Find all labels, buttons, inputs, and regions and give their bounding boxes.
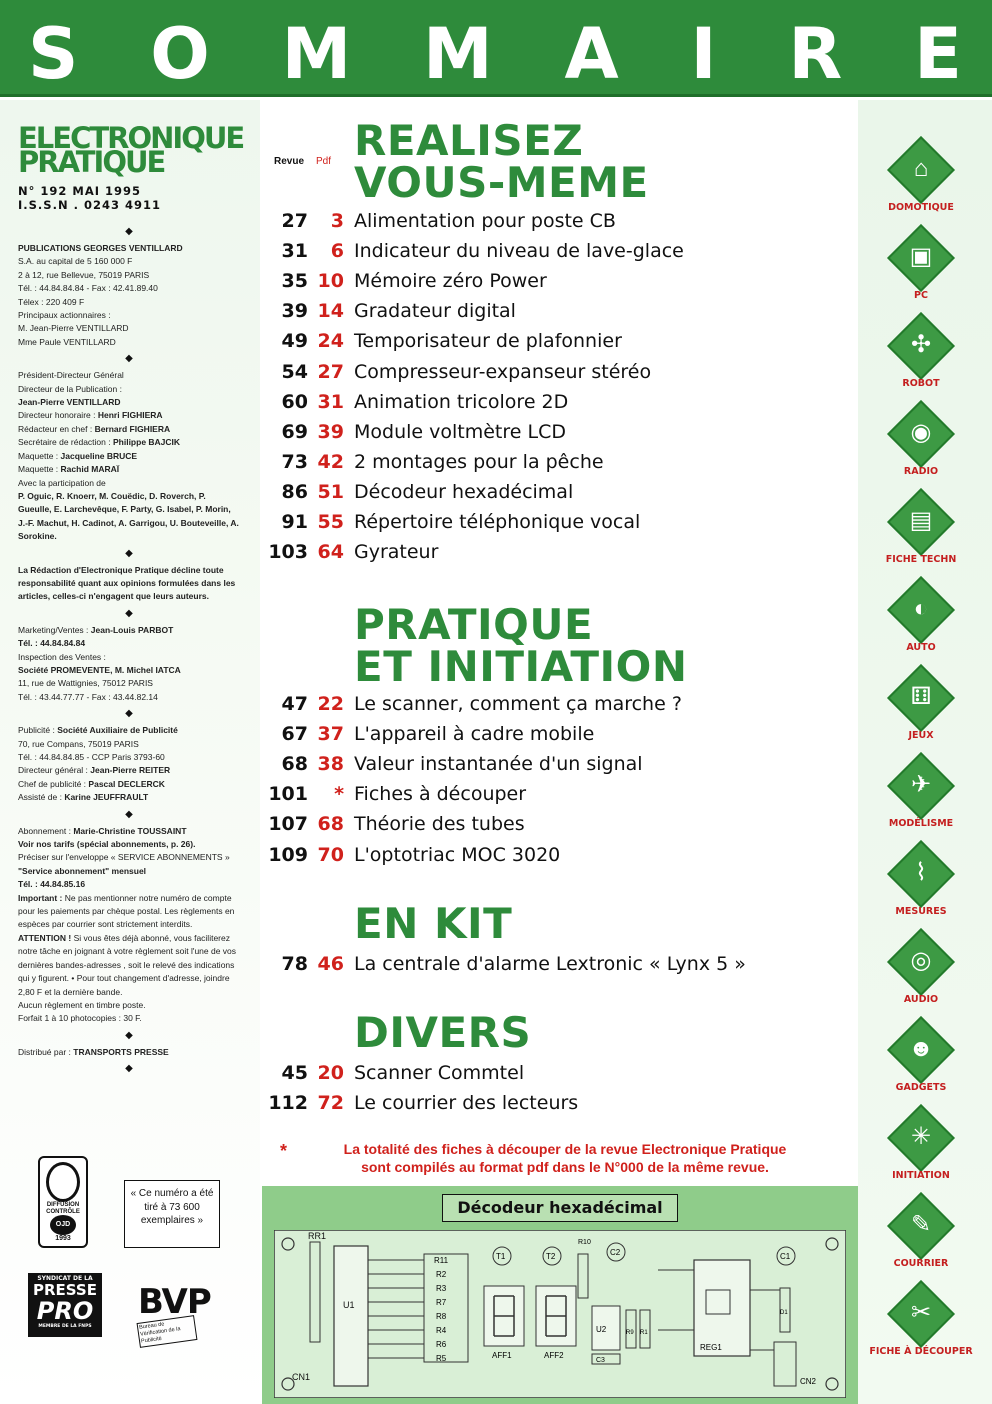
revue-page: 68 bbox=[281, 753, 308, 776]
revue-page: 60 bbox=[281, 390, 308, 413]
toc-row[interactable] bbox=[262, 477, 858, 507]
toc-row[interactable] bbox=[262, 779, 858, 809]
section-title-line: ET INITIATION bbox=[354, 642, 688, 691]
article-title: Gradateur digital bbox=[354, 300, 516, 323]
title-letter: M bbox=[423, 13, 493, 95]
toc-row[interactable] bbox=[262, 447, 858, 477]
role-label: Marketing/Ventes : bbox=[18, 624, 89, 635]
revue-page: 49 bbox=[281, 330, 308, 353]
pcb-label: R6 bbox=[436, 1340, 447, 1349]
toc-row[interactable] bbox=[262, 236, 858, 266]
article-title: Temporisateur de plafonnier bbox=[354, 330, 622, 353]
category-glyph: ▤ bbox=[909, 507, 933, 534]
pdf-page: 27 bbox=[317, 360, 344, 383]
pdg-label: Président-Directeur Général bbox=[18, 370, 124, 381]
abonnement-tel: Tél. : 44.84.85.16 bbox=[18, 879, 86, 890]
pdf-page: * bbox=[334, 783, 344, 806]
pcb-label: C2 bbox=[610, 1248, 621, 1257]
pdf-page: 55 bbox=[317, 510, 344, 533]
role-label: Maquette : bbox=[18, 464, 59, 475]
toc-row[interactable] bbox=[262, 326, 858, 356]
revue-page: 27 bbox=[281, 210, 308, 233]
revue-page: 35 bbox=[281, 270, 308, 293]
shareholder: M. Jean-Pierre VENTILLARD bbox=[18, 323, 129, 334]
publicite-tel: Tél. : 44.84.84.85 - CCP Paris 3793-60 bbox=[18, 752, 165, 762]
issue-number: N° 192 MAI 1995 bbox=[18, 184, 142, 198]
pdf-page: 46 bbox=[317, 953, 344, 976]
pdf-page: 20 bbox=[317, 1062, 344, 1085]
pdf-page: 64 bbox=[317, 541, 344, 564]
article-title: 2 montages pour la pêche bbox=[354, 450, 604, 473]
pdf-page: 3 bbox=[330, 210, 344, 233]
category-glyph: ◎ bbox=[910, 947, 932, 974]
pcb-label: R8 bbox=[436, 1312, 447, 1321]
pcb-label: R7 bbox=[436, 1298, 447, 1307]
separator-diamond: ◆ bbox=[125, 353, 133, 365]
timbre-note: Aucun règlement en timbre poste. bbox=[18, 999, 146, 1010]
toc-row[interactable] bbox=[262, 689, 858, 719]
category-glyph: ⚅ bbox=[910, 683, 932, 710]
logo-text: MEMBRE DE LA FNPS bbox=[38, 1324, 92, 1329]
pdf-page: 22 bbox=[317, 693, 344, 716]
category-glyph: ▣ bbox=[909, 243, 933, 270]
role-name: Jean-Louis PARBOT bbox=[90, 624, 174, 635]
logo-text: CONTRÔLE bbox=[46, 1208, 80, 1215]
pcb-label: RR1 bbox=[308, 1231, 327, 1241]
article-title: L'optotriac MOC 3020 bbox=[354, 843, 561, 866]
category-sidebar bbox=[858, 100, 992, 1404]
pcb-label: R11 bbox=[434, 1256, 449, 1265]
category-label: GADGETS bbox=[895, 1082, 947, 1093]
category-label: AUTO bbox=[906, 642, 936, 653]
category-glyph: ✣ bbox=[910, 331, 932, 358]
attention-note bbox=[18, 932, 240, 999]
pcb-label: R5 bbox=[436, 1354, 447, 1363]
separator-diamond: ◆ bbox=[125, 708, 133, 720]
ojd-disc: OJD bbox=[50, 1215, 76, 1235]
pcb-label: R4 bbox=[436, 1326, 447, 1335]
role-name: Karine JEUFFRAULT bbox=[64, 792, 149, 803]
pdf-page: 72 bbox=[317, 1092, 344, 1115]
role-label: Directeur général : bbox=[18, 765, 88, 776]
article-title: Alimentation pour poste CB bbox=[354, 210, 616, 233]
article-title: Le scanner, comment ça marche ? bbox=[354, 693, 682, 716]
toc-row[interactable] bbox=[262, 417, 858, 447]
category-audio[interactable] bbox=[858, 932, 992, 1020]
pcb-label: CN2 bbox=[800, 1377, 817, 1386]
contributors: P. Oguic, R. Knoerr, M. Couëdic, D. Roverch, P. Gueulle, E. Larchevêque, F. Party, G. Isabel, P. Morin, J.-F. Machut, H. Cadinot, A. Garrigou, U. Bouteveille, A. Sorokine. bbox=[18, 490, 239, 542]
category-glyph: ⌂ bbox=[913, 155, 929, 182]
bvp-logo bbox=[138, 1282, 220, 1345]
dir-pub-label: Directeur de la Publication : bbox=[18, 383, 122, 394]
footnote-line: La totalité des fiches à découper de la revue Electronique Pratique bbox=[343, 1141, 787, 1157]
category-label: FICHE TECHN bbox=[885, 554, 957, 565]
role-name: Jacqueline BRUCE bbox=[60, 450, 138, 461]
toc-row[interactable] bbox=[262, 296, 858, 326]
section-title-line: PRATIQUE bbox=[354, 600, 594, 649]
attention-label: ATTENTION ! bbox=[18, 932, 72, 943]
revue-page: 112 bbox=[268, 1092, 308, 1115]
toc-row[interactable] bbox=[262, 537, 858, 567]
role-label: Maquette : bbox=[18, 450, 59, 461]
pdf-page: 38 bbox=[317, 753, 344, 776]
toc-section-list bbox=[262, 1058, 858, 1118]
pcb-label: AFF2 bbox=[544, 1351, 564, 1360]
separator-diamond: ◆ bbox=[125, 547, 133, 559]
revue-page: 103 bbox=[268, 541, 308, 564]
separator-diamond: ◆ bbox=[125, 1029, 133, 1041]
directeur-general bbox=[18, 764, 240, 777]
envelope-note: Préciser sur l'enveloppe « SERVICE ABONNEMENTS » bbox=[18, 852, 230, 863]
category-mesures[interactable] bbox=[858, 844, 992, 932]
revue-page: 54 bbox=[281, 360, 308, 383]
role-label: Secrétaire de rédaction : bbox=[18, 437, 111, 448]
category-glyph: ◉ bbox=[910, 419, 932, 446]
category-label: JEUX bbox=[908, 730, 934, 741]
category-label: RADIO bbox=[903, 466, 939, 477]
publisher-tel: Tél. : 44.84.84.84 - Fax : 42.41.89.40 bbox=[18, 283, 158, 294]
pdf-page: 6 bbox=[330, 240, 344, 263]
role-label: Distribué par : bbox=[18, 1046, 71, 1057]
role-name: Jean-Pierre REITER bbox=[90, 765, 171, 776]
pdf-page: 31 bbox=[317, 390, 344, 413]
forfait-note: Forfait 1 à 10 photocopies : 30 F. bbox=[18, 1013, 142, 1024]
diffusion-controle-logo bbox=[38, 1156, 88, 1248]
revue-page: 107 bbox=[268, 813, 308, 836]
toc-section-list bbox=[262, 949, 858, 979]
toc-row[interactable] bbox=[262, 839, 858, 869]
toc-row[interactable] bbox=[262, 719, 858, 749]
pcb-label: R2 bbox=[436, 1270, 447, 1279]
category-fiche-techn[interactable] bbox=[858, 492, 992, 580]
role-label: Directeur honoraire : bbox=[18, 410, 96, 421]
capital: S.A. au capital de 5 160 000 F bbox=[18, 256, 133, 267]
toc-row[interactable] bbox=[262, 809, 858, 839]
magazine-logo bbox=[18, 121, 244, 179]
toc-row[interactable] bbox=[262, 507, 858, 537]
revue-page: 78 bbox=[281, 953, 308, 976]
title-letter: R bbox=[788, 13, 843, 95]
revue-page: 45 bbox=[281, 1062, 308, 1085]
pcb-label: R9 bbox=[626, 1330, 634, 1336]
role-label: Chef de publicité : bbox=[18, 778, 87, 789]
role-name: Philippe BAJCIK bbox=[112, 437, 181, 448]
pdf-page: 37 bbox=[317, 723, 344, 746]
category-radio[interactable] bbox=[858, 404, 992, 492]
inspection-tel: Tél. : 43.44.77.77 - Fax : 43.44.82.14 bbox=[18, 691, 158, 702]
marketing-tel: Tél. : 44.84.84.84 bbox=[18, 638, 86, 649]
logo-text: PRO bbox=[36, 1297, 94, 1325]
article-title: Compresseur-expanseur stéréo bbox=[354, 360, 652, 383]
dir-pub-name: Jean-Pierre VENTILLARD bbox=[18, 397, 121, 408]
pcb-label: REG1 bbox=[700, 1343, 722, 1352]
pcb-label: C3 bbox=[596, 1357, 605, 1364]
abonnement bbox=[18, 825, 240, 838]
revue-page: 69 bbox=[281, 420, 308, 443]
header-title bbox=[0, 14, 992, 94]
footnote-star: * bbox=[280, 1141, 288, 1161]
pcb-label: R3 bbox=[436, 1284, 447, 1293]
category-glyph: ✳ bbox=[910, 1123, 932, 1150]
footnote-line: sont compilés au format pdf dans le N°000 de la même revue. bbox=[361, 1159, 769, 1175]
role-label: Assisté de : bbox=[18, 792, 62, 803]
important-text: Ne pas mentionner notre numéro de compte pour les paiements par chèque postal. Les règlements en espèces par courrier sont strictement interdits. bbox=[18, 892, 235, 930]
category-modelisme[interactable] bbox=[858, 756, 992, 844]
toc-row[interactable] bbox=[262, 949, 858, 979]
revue-page: 86 bbox=[281, 480, 308, 503]
role-label: Rédacteur en chef : bbox=[18, 423, 93, 434]
pdf-page: 68 bbox=[317, 813, 344, 836]
pdf-page: 24 bbox=[317, 330, 344, 353]
category-auto[interactable] bbox=[858, 580, 992, 668]
category-glyph: ⌇ bbox=[915, 859, 927, 886]
category-label: ROBOT bbox=[902, 378, 940, 389]
article-title: Gyrateur bbox=[354, 541, 439, 564]
toc-row[interactable] bbox=[262, 749, 858, 779]
article-title: Fiches à découper bbox=[354, 783, 527, 806]
pcb-label: AFF1 bbox=[492, 1351, 512, 1360]
inspection-label: Inspection des Ventes : bbox=[18, 651, 106, 662]
issn: I.S.S.N . 0243 4911 bbox=[18, 198, 161, 212]
logo-text: SYNDICAT DE LA bbox=[37, 1275, 93, 1282]
separator-diamond: ◆ bbox=[125, 226, 133, 237]
toc-row[interactable] bbox=[262, 266, 858, 296]
article-title: Le courrier des lecteurs bbox=[354, 1092, 579, 1115]
title-letter: O bbox=[150, 13, 210, 95]
pdf-page: 70 bbox=[317, 843, 344, 866]
pcb-label: T2 bbox=[546, 1252, 556, 1261]
role-name: TRANSPORTS PRESSE bbox=[73, 1046, 169, 1057]
publicite bbox=[18, 724, 240, 737]
disclaimer: La Rédaction d'Electronique Pratique décline toute responsabilité quant aux opinions formulées dans les articles, celles-ci n'engagent que leurs auteurs. bbox=[18, 564, 236, 602]
category-initiation[interactable] bbox=[858, 1108, 992, 1196]
pdf-page: 14 bbox=[317, 300, 344, 323]
inspection-name: Société PROMEVENTE, M. Michel IATCA bbox=[18, 664, 181, 675]
pcb-illustration bbox=[262, 1186, 858, 1404]
role-label: Abonnement : bbox=[18, 825, 71, 836]
role-name: Henri FIGHIERA bbox=[97, 410, 163, 421]
article-title: La centrale d'alarme Lextronic « Lynx 5 » bbox=[354, 953, 746, 976]
article-title: Animation tricolore 2D bbox=[354, 390, 569, 413]
category-fiche-a-decouper[interactable] bbox=[858, 1284, 992, 1372]
pcb-label: D1 bbox=[780, 1310, 788, 1316]
distribution bbox=[18, 1046, 240, 1059]
category-glyph: ✂ bbox=[910, 1299, 932, 1326]
maquette bbox=[18, 463, 240, 476]
col-pdf-header: Pdf bbox=[316, 156, 332, 167]
page-header bbox=[0, 0, 992, 97]
separator-diamond: ◆ bbox=[125, 808, 133, 820]
category-label: DOMOTIQUE bbox=[888, 202, 954, 213]
separator-diamond: ◆ bbox=[125, 607, 133, 619]
logo-ring bbox=[46, 1162, 80, 1202]
credits-block bbox=[18, 222, 240, 1079]
toc-row[interactable] bbox=[262, 1058, 858, 1088]
revue-page: 101 bbox=[268, 783, 308, 806]
publisher-name: PUBLICATIONS GEORGES VENTILLARD bbox=[18, 243, 183, 253]
category-gadgets[interactable] bbox=[858, 1020, 992, 1108]
shareholder: Mme Paule VENTILLARD bbox=[18, 336, 116, 347]
role-name: Bernard FIGHIERA bbox=[94, 423, 171, 434]
participation-label: Avec la participation de bbox=[18, 477, 106, 488]
article-title: Répertoire téléphonique vocal bbox=[354, 510, 641, 533]
section-title bbox=[354, 1008, 532, 1057]
role-name: Marie-Christine TOUSSAINT bbox=[73, 825, 187, 836]
logo-text: BVP bbox=[138, 1282, 211, 1322]
section-title-line: REALISEZ bbox=[354, 116, 584, 165]
category-label: AUDIO bbox=[903, 994, 939, 1005]
article-title: Décodeur hexadécimal bbox=[354, 480, 574, 503]
logo-text: DIFFUSION bbox=[46, 1202, 80, 1209]
section-title-line: VOUS-MEME bbox=[354, 158, 649, 207]
title-letter: M bbox=[281, 13, 352, 95]
logo-line-1: ELECTRONIQUE bbox=[18, 121, 244, 155]
attention-text: Si vous êtes déjà abonné, vous faciliterez notre tâche en joignant à votre règlement soit l'une de vos dernières bandes-adresses , soit le relevé des indications qui y figurent. • Pour tout changement d'adresse, joindre 2,80 F et la dernière bande. bbox=[18, 932, 237, 997]
logo-text: PRESSE bbox=[33, 1281, 97, 1299]
toc-section-list bbox=[262, 689, 858, 870]
pdf-footnote bbox=[280, 1140, 850, 1176]
table-of-contents bbox=[262, 100, 858, 1404]
revue-page: 91 bbox=[281, 510, 308, 533]
pcb-label: C1 bbox=[780, 1252, 791, 1261]
toc-section-list bbox=[262, 206, 858, 567]
publicite-address: 70, rue Compans, 75019 PARIS bbox=[18, 738, 139, 749]
pcb-label: CN1 bbox=[292, 1372, 311, 1382]
section-title bbox=[354, 899, 513, 948]
dir-honoraire bbox=[18, 409, 240, 422]
pcb-label: U2 bbox=[596, 1325, 607, 1334]
article-title: Module voltmètre LCD bbox=[354, 420, 566, 443]
logo-year: 1993 bbox=[55, 1235, 71, 1242]
toc-row[interactable] bbox=[262, 1088, 858, 1118]
toc-column-headers bbox=[274, 156, 331, 167]
pdf-page: 10 bbox=[317, 270, 344, 293]
role-name: Pascal DECLERCK bbox=[88, 778, 165, 789]
revue-page: 39 bbox=[281, 300, 308, 323]
pdf-page: 39 bbox=[317, 420, 344, 443]
category-robot[interactable] bbox=[858, 316, 992, 404]
section-title bbox=[354, 116, 649, 207]
article-title: Indicateur du niveau de lave-glace bbox=[354, 240, 684, 263]
issue-info bbox=[18, 184, 238, 212]
category-label: PC bbox=[914, 290, 928, 301]
secretaire bbox=[18, 436, 240, 449]
toc-row[interactable] bbox=[262, 356, 858, 386]
marketing bbox=[18, 624, 240, 637]
logo-text: Bureau de Vérification de la Publicité bbox=[137, 1315, 198, 1348]
role-name: Rachid MARAÏ bbox=[60, 464, 120, 475]
important-note bbox=[18, 892, 240, 932]
category-label: MODÉLISME bbox=[888, 818, 954, 829]
important-label: Important : bbox=[18, 892, 63, 903]
section-title-line: EN KIT bbox=[354, 899, 513, 948]
article-title: Scanner Commtel bbox=[354, 1062, 525, 1085]
revue-page: 67 bbox=[281, 723, 308, 746]
category-label: FICHE À DÉCOUPER bbox=[869, 1346, 973, 1357]
category-glyph: ☻ bbox=[908, 1035, 934, 1062]
separator-diamond: ◆ bbox=[125, 1063, 133, 1075]
redacteur bbox=[18, 423, 240, 436]
toc-row[interactable] bbox=[262, 387, 858, 417]
category-label: INITIATION bbox=[892, 1170, 950, 1181]
article-title: Théorie des tubes bbox=[354, 813, 525, 836]
revue-page: 31 bbox=[281, 240, 308, 263]
title-letter: A bbox=[564, 13, 619, 95]
category-label: COURRIER bbox=[893, 1258, 949, 1269]
article-title: Mémoire zéro Power bbox=[354, 270, 547, 293]
inspection-address: 11, rue de Wattignies, 75012 PARIS bbox=[18, 678, 153, 689]
print-run-box: « Ce numéro a été tiré à 73 600 exemplaires » bbox=[124, 1180, 220, 1248]
category-jeux[interactable] bbox=[858, 668, 992, 756]
pdf-page: 42 bbox=[317, 450, 344, 473]
title-letter: S bbox=[28, 13, 79, 95]
logo-line-2: PRATIQUE bbox=[18, 145, 165, 179]
maquette bbox=[18, 450, 240, 463]
article-title: Valeur instantanée d'un signal bbox=[354, 753, 643, 776]
publisher-telex: Télex : 220 409 F bbox=[18, 296, 85, 307]
revue-page: 47 bbox=[281, 693, 308, 716]
revue-page: 109 bbox=[268, 843, 308, 866]
pcb-caption: Décodeur hexadécimal bbox=[442, 1194, 678, 1222]
pcb-label: U1 bbox=[343, 1300, 355, 1310]
role-label: Publicité : bbox=[18, 725, 55, 736]
category-glyph: ✎ bbox=[910, 1211, 932, 1238]
assiste bbox=[18, 791, 240, 804]
presse-pro-logo bbox=[28, 1273, 102, 1337]
pcb-label: T1 bbox=[496, 1252, 506, 1261]
category-courrier[interactable] bbox=[858, 1196, 992, 1284]
role-name: Société Auxiliaire de Publicité bbox=[57, 725, 178, 736]
title-letter: E bbox=[914, 13, 962, 95]
title-letter: I bbox=[690, 13, 717, 95]
pcb-layout-drawing bbox=[274, 1230, 846, 1398]
section-title bbox=[354, 600, 688, 691]
chef-publicite bbox=[18, 778, 240, 791]
article-title: L'appareil à cadre mobile bbox=[354, 723, 595, 746]
section-title-line: DIVERS bbox=[354, 1008, 532, 1057]
category-glyph: ◐ bbox=[913, 595, 929, 622]
publisher-address: 2 à 12, rue Bellevue, 75019 PARIS bbox=[18, 269, 150, 280]
pcb-label: R10 bbox=[578, 1239, 591, 1246]
category-glyph: ✈ bbox=[910, 771, 932, 798]
toc-row[interactable] bbox=[262, 206, 858, 236]
category-pc[interactable] bbox=[858, 228, 992, 316]
category-label: MESURES bbox=[895, 906, 947, 917]
category-domotique[interactable] bbox=[858, 140, 992, 228]
tarifs: Voir nos tarifs (spécial abonnements, p. 26). bbox=[18, 839, 196, 850]
col-revue-header: Revue bbox=[274, 156, 305, 167]
pcb-label: R1 bbox=[640, 1330, 648, 1336]
service-abonnement: "Service abonnement" mensuel bbox=[18, 865, 147, 876]
shareholders-label: Principaux actionnaires : bbox=[18, 310, 111, 321]
revue-page: 73 bbox=[281, 450, 308, 473]
pdf-page: 51 bbox=[317, 480, 344, 503]
